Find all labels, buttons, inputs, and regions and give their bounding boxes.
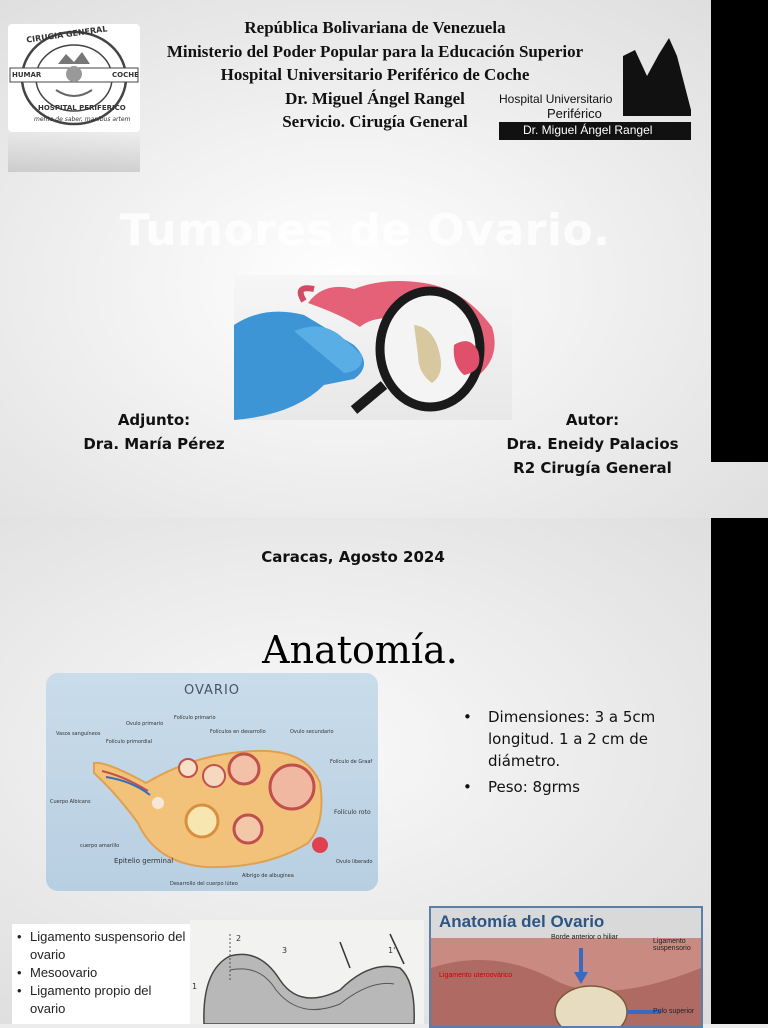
label-cuerpo-luteo: Desarrollo del cuerpo lúteo [170, 881, 238, 887]
slide-edge-bar [711, 0, 768, 462]
seal-right-word: COCHE [112, 71, 139, 79]
label-cuerpo-albicans: Cuerpo Albicans [50, 799, 91, 805]
label-vasos-sanguineos: Vasos sanguíneos [56, 731, 101, 737]
bullet-dot-icon: • [17, 983, 22, 998]
label-foliculo-primario: Folículo primario [174, 715, 216, 721]
seal-motto: mente de saber, manibus artem [34, 116, 131, 123]
label-foliculos-desarrollo: Folículos en desarrollo [210, 729, 266, 735]
anatomy-panel-title: Anatomía del Ovario [439, 912, 605, 931]
hospital-logo-line1: Hospital Universitario [499, 92, 613, 106]
label-ovulo-liberado: Ovulo liberado [336, 859, 373, 865]
header-line-3: Hospital Universitario Periférico de Coche [220, 65, 530, 84]
ligament-item [12, 928, 190, 964]
header-line-4: Dr. Miguel Ángel Rangel [285, 89, 465, 108]
bullet-dimensiones [460, 706, 700, 772]
sketch-mark-1-prime: 1' [388, 946, 396, 955]
bullet-peso [460, 776, 700, 798]
anatomy-title: Anatomía. [262, 628, 458, 672]
label-foliculo-roto: Folículo roto [334, 809, 371, 816]
ovary-diagram-title: OVARIO [183, 683, 241, 698]
seal-bottom-text: HOSPITAL PERIFERICO [38, 104, 126, 112]
presentation-title: Tumores de Ovario. [119, 205, 611, 256]
label-ovulo-primario: Ovulo primario [126, 721, 164, 727]
date-line: Caracas, Agosto 2024 [261, 548, 445, 566]
ligament-list-box [12, 924, 190, 1024]
bullet-dot-icon: • [463, 708, 472, 726]
autor-block [495, 408, 690, 480]
ovary-magnifier-photo [234, 275, 512, 420]
adjunto-block [64, 408, 244, 456]
ovary-diagram [46, 673, 378, 891]
sketch-mark-3: 3 [282, 946, 288, 955]
autor-name: Dra. Eneidy Palacios [506, 435, 679, 453]
anatomy-ovary-panel [429, 906, 703, 1028]
label-epitelio-germinal: Epitelio germinal [114, 857, 174, 865]
seal-top-text: CIRUGIA GENERAL [25, 24, 108, 45]
header-line-1: República Bolivariana de Venezuela [244, 18, 506, 37]
slide-edge-bar [711, 518, 768, 1024]
bullet-dot-icon: • [17, 929, 22, 944]
ligament-item-text: Mesoovario [30, 965, 98, 980]
header-line-5: Servicio. Cirugía General [282, 112, 468, 131]
bullet-peso-text: Peso: 8grms [488, 778, 580, 796]
sketch-mark-2: 2 [236, 934, 242, 943]
label-ligamento-uteroovarico: Ligamento uteroovárico [439, 972, 513, 979]
hospital-logo-line2: Periférico [547, 106, 602, 121]
label-foliculo-primordial: Folículo primordial [106, 739, 153, 745]
seal-reflection [8, 132, 140, 172]
bullet-dimensiones-text: Dimensiones: 3 a 5cm longitud. 1 a 2 cm de diámetro. [488, 708, 656, 770]
label-albuginea: Albrigo de albugínea [242, 873, 294, 879]
adjunto-label: Adjunto: [117, 411, 191, 429]
autor-label: Autor: [565, 411, 620, 429]
autor-role: R2 Cirugía General [513, 459, 672, 477]
bullet-dot-icon: • [463, 778, 472, 796]
ligament-item [12, 982, 190, 1018]
ligament-list [12, 924, 190, 1018]
hospital-logo-line3: Dr. Miguel Ángel Rangel [523, 123, 653, 137]
header-line-2: Ministerio del Poder Popular para la Educación Superior [166, 42, 584, 61]
hospital-logo [497, 36, 693, 142]
ovary-ligament-sketch [190, 920, 424, 1024]
label-borde-anterior: Borde anterior o hiliar [551, 934, 618, 941]
ligament-item [12, 964, 190, 982]
label-polo-superior: Polo superior [653, 1008, 695, 1015]
ligament-item-text: Ligamento propio del ovario [30, 983, 152, 1016]
label-ovulo-secundario: Ovulo secundario [290, 729, 334, 735]
label-cuerpo-amarillo: cuerpo amarillo [80, 843, 120, 849]
adjunto-name: Dra. María Pérez [83, 435, 225, 453]
label-foliculo-graaf: Folículo de Graaf [330, 759, 373, 765]
ligament-item-text: Ligamento suspensorio del ovario [30, 929, 186, 962]
bullet-dot-icon: • [17, 965, 22, 980]
label-ligamento-suspensorio: Ligamento suspensorio [653, 938, 691, 952]
seal-left-word: HUMAR [12, 71, 42, 79]
sketch-mark-1: 1 [192, 982, 198, 991]
anatomy-bullets [460, 706, 700, 802]
